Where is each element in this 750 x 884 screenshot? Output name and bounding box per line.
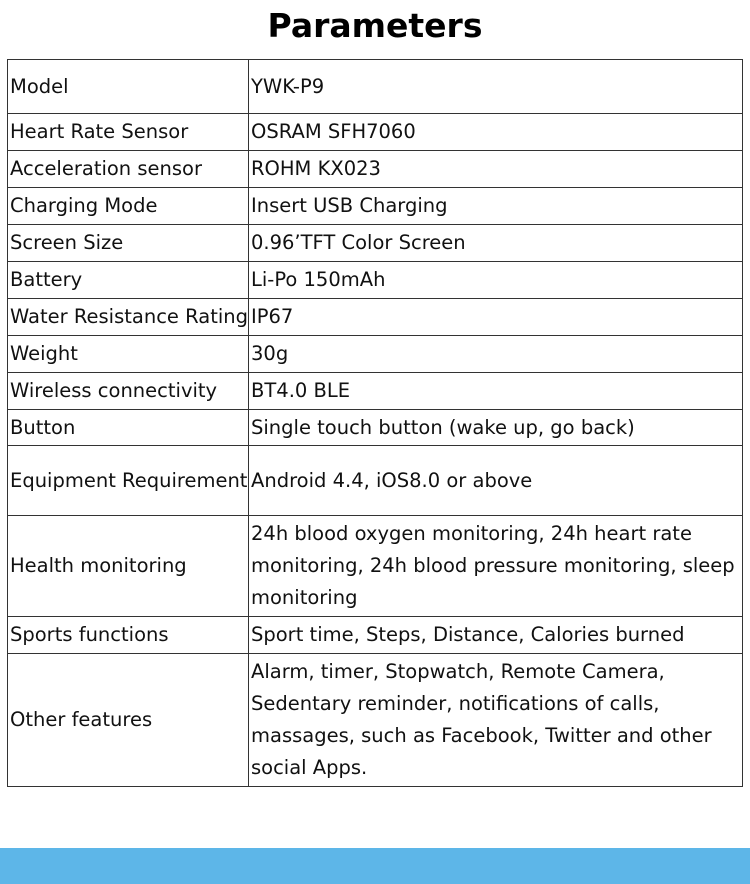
row-label: Battery xyxy=(8,262,249,299)
row-label: Water Resistance Rating xyxy=(8,299,249,336)
row-value: Insert USB Charging xyxy=(249,188,743,225)
row-value: Li-Po 150mAh xyxy=(249,262,743,299)
row-label: Acceleration sensor xyxy=(8,151,249,188)
table-row xyxy=(8,225,743,262)
row-label: Other features xyxy=(8,654,249,787)
table-row xyxy=(8,516,743,617)
page-title: Parameters xyxy=(267,6,483,45)
row-label: Equipment Requirement xyxy=(8,446,249,516)
row-value: BT4.0 BLE xyxy=(249,373,743,410)
table-row xyxy=(8,262,743,299)
footer-bar xyxy=(0,848,750,884)
row-label: Health monitoring xyxy=(8,516,249,617)
table-row xyxy=(8,336,743,373)
table-row xyxy=(8,654,743,787)
table-row xyxy=(8,299,743,336)
row-value: 0.96’TFT Color Screen xyxy=(249,225,743,262)
table-row xyxy=(8,151,743,188)
row-label: Weight xyxy=(8,336,249,373)
row-value: YWK-P9 xyxy=(249,60,743,114)
row-label: Sports functions xyxy=(8,617,249,654)
table-row xyxy=(8,188,743,225)
table-row xyxy=(8,446,743,516)
row-value: 24h blood oxygen monitoring, 24h heart rate monitoring, 24h blood pressure monitoring, sleep monitoring xyxy=(249,516,743,617)
row-value: OSRAM SFH7060 xyxy=(249,114,743,151)
row-value: 30g xyxy=(249,336,743,373)
parameters-table xyxy=(7,59,743,787)
table-row xyxy=(8,114,743,151)
row-value: Alarm, timer, Stopwatch, Remote Camera, Sedentary reminder, notifications of calls, massages, such as Facebook, Twitter and other social Apps. xyxy=(249,654,743,787)
row-value: Single touch button (wake up, go back) xyxy=(249,410,743,446)
table-row xyxy=(8,373,743,410)
row-value: IP67 xyxy=(249,299,743,336)
row-label: Model xyxy=(8,60,249,114)
row-label: Heart Rate Sensor xyxy=(8,114,249,151)
table-row xyxy=(8,60,743,114)
row-label: Screen Size xyxy=(8,225,249,262)
table-row xyxy=(8,617,743,654)
table-row xyxy=(8,410,743,446)
row-value: Sport time, Steps, Distance, Calories burned xyxy=(249,617,743,654)
row-value: Android 4.4, iOS8.0 or above xyxy=(249,446,743,516)
row-label: Wireless connectivity xyxy=(8,373,249,410)
row-value: ROHM KX023 xyxy=(249,151,743,188)
row-label: Charging Mode xyxy=(8,188,249,225)
row-label: Button xyxy=(8,410,249,446)
